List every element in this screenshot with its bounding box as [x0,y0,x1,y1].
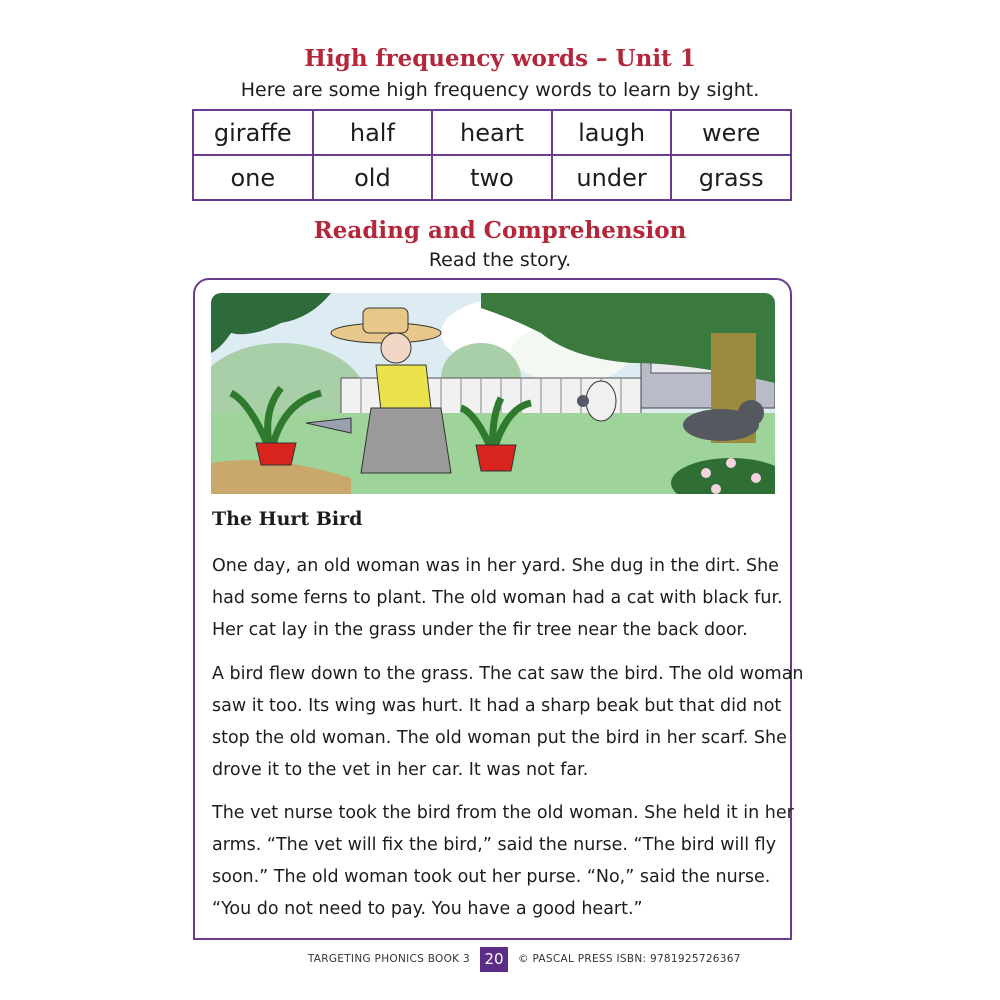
story-paragraph-3 [212,797,794,925]
story-line: Her cat lay in the grass under the fir tree near the back door. [212,620,748,640]
story-illustration [211,293,775,494]
story-line: saw it too. Its wing was hurt. It had a sharp beak but that did not [212,696,782,716]
story-line: drove it to the vet in her car. It was not far. [212,760,589,780]
word-cell: heart [432,110,552,155]
word-cell: old [313,155,433,200]
footer-publisher-isbn: © PASCAL PRESS ISBN: 9781925726367 [518,953,741,965]
story-paragraph-1 [212,550,782,646]
footer-book-title: TARGETING PHONICS BOOK 3 [307,953,470,965]
word-cell: under [552,155,672,200]
word-cell: two [432,155,552,200]
story-line: One day, an old woman was in her yard. She dug in the dirt. She [212,556,779,576]
word-cell: were [671,110,791,155]
story-line: arms. “The vet will fix the bird,” said the nurse. “The bird will fly [212,835,777,855]
word-cell: laugh [552,110,672,155]
section-subtitle-read-story: Read the story. [428,249,572,271]
story-line: stop the old woman. The old woman put the bird in her scarf. She [212,728,787,748]
word-cell: half [313,110,433,155]
story-title: The Hurt Bird [212,508,363,530]
words-row [193,155,791,200]
story-line: soon.” The old woman took out her purse. “No,” said the nurse. [212,867,771,887]
section-title-reading-comprehension: Reading and Comprehension [313,217,687,244]
section-subtitle-instructions: Here are some high frequency words to learn by sight. [240,79,760,101]
garden-scene-image [211,293,775,494]
page-footer [0,947,1000,973]
story-paragraph-2 [212,658,804,786]
words-row [193,110,791,155]
page-number-badge: 20 [480,947,508,972]
word-cell: one [193,155,313,200]
word-cell: grass [671,155,791,200]
story-line: had some ferns to plant. The old woman had a cat with black fur. [212,588,783,608]
word-cell: giraffe [193,110,313,155]
story-line: The vet nurse took the bird from the old woman. She held it in her [212,803,794,823]
section-title-high-frequency-words: High frequency words – Unit 1 [304,45,696,72]
high-frequency-words-table [192,109,792,201]
story-line: “You do not need to pay. You have a good heart.” [212,899,643,919]
story-line: A bird flew down to the grass. The cat saw the bird. The old woman [212,664,804,684]
